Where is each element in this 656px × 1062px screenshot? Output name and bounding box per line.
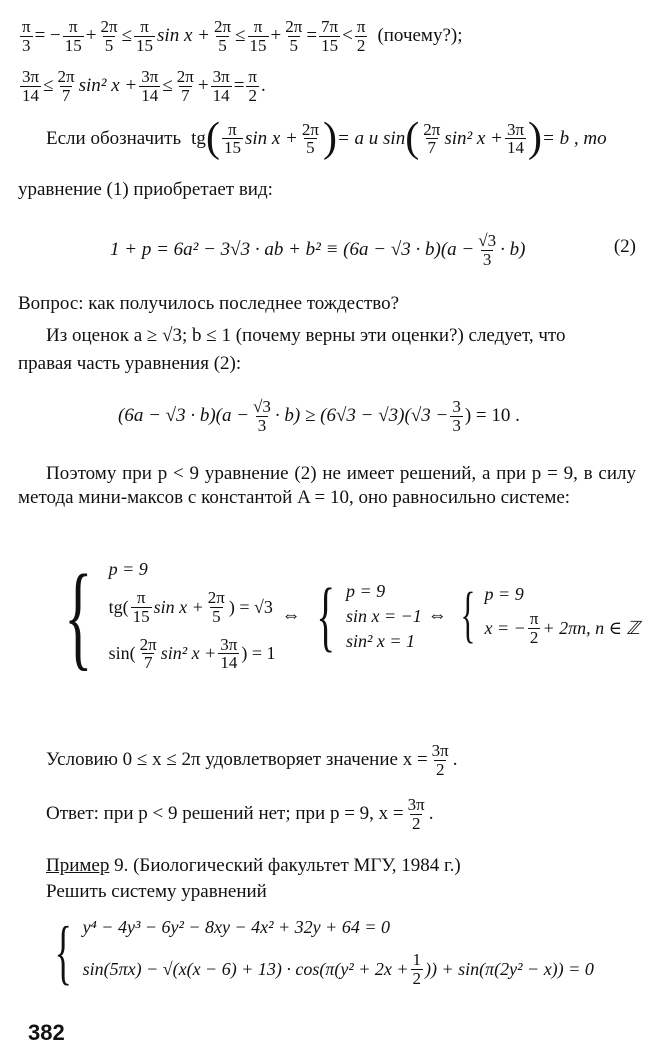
denominator: 5 <box>212 606 221 626</box>
numerator: π <box>253 17 263 36</box>
paren-close: ) <box>528 115 543 161</box>
fraction <box>212 18 233 55</box>
fraction <box>248 18 269 55</box>
system-1-col-1 <box>109 560 276 672</box>
system-2 <box>46 911 636 992</box>
expression: p = 9 <box>108 559 148 579</box>
expression: (6a − √3 · b)(a − <box>118 405 250 427</box>
fraction <box>131 589 152 626</box>
fraction <box>134 18 155 55</box>
text-line <box>18 180 636 200</box>
fraction <box>246 68 259 105</box>
expression: p = 9 <box>484 584 524 605</box>
numerator: √3 <box>253 397 271 416</box>
expression: p = 9 <box>345 580 386 601</box>
numerator: π <box>248 67 257 86</box>
expression: ) = 10 . <box>464 405 520 427</box>
denominator: 15 <box>321 35 339 55</box>
expression: sin² x + <box>78 75 138 97</box>
numerator: 3π <box>431 741 449 760</box>
fraction <box>476 232 498 269</box>
numerator: 2π <box>207 587 225 607</box>
expression: ) = 1 <box>241 643 276 664</box>
answer-line <box>46 796 636 833</box>
text: Из оценок a ≥ √3; b ≤ 1 (почему верны эти оценки?) следует, что <box>46 325 566 346</box>
numerator: 7π <box>321 17 339 36</box>
system-1-col-2 <box>346 582 422 651</box>
denominator: 15 <box>132 606 150 626</box>
tg-function: tg <box>191 127 206 149</box>
numerator: 2π <box>285 17 303 36</box>
text: правая часть уравнения (2): <box>18 353 242 374</box>
expression: sin x + <box>157 25 210 47</box>
brace-icon: { <box>54 911 72 992</box>
operator: < <box>342 25 353 47</box>
denominator: 2 <box>356 35 366 55</box>
fraction <box>99 18 120 55</box>
denominator: 7 <box>61 85 71 105</box>
equivalence-icon: ⇔ <box>427 605 447 627</box>
expression: sin² x + <box>444 127 503 149</box>
denominator: 14 <box>22 85 40 105</box>
operator: + <box>85 25 97 47</box>
fraction <box>300 121 321 158</box>
text: Решить систему уравнений <box>46 881 267 902</box>
operator: + <box>197 75 209 97</box>
numerator: 3 <box>452 397 461 416</box>
fraction <box>406 796 427 833</box>
fraction <box>218 636 239 673</box>
paren-open: ( <box>205 115 220 161</box>
expression: x = − <box>484 618 526 639</box>
denominator: 14 <box>506 138 524 158</box>
denominator: 7 <box>181 85 190 105</box>
system-1-col-3 <box>485 585 640 647</box>
numerator: π <box>22 17 31 36</box>
denominator: 7 <box>427 138 437 158</box>
denominator: 14 <box>212 85 230 105</box>
condition-line <box>46 742 636 779</box>
expression: sin( <box>108 643 136 664</box>
question-line <box>18 294 636 314</box>
brace-icon: { <box>315 571 335 659</box>
text: Вопрос: как получилось последнее тождество? <box>18 293 400 314</box>
remark: (почему?); <box>377 25 463 47</box>
example-task <box>46 882 636 902</box>
equation-2 <box>110 232 636 269</box>
page-number: 382 <box>28 1020 65 1045</box>
expression: ) = √3 <box>228 596 273 617</box>
denominator: 3 <box>257 415 267 435</box>
period: . <box>452 749 458 771</box>
expression: = b , то <box>542 127 607 149</box>
numerator: π <box>356 17 366 36</box>
denominator: 14 <box>141 85 159 105</box>
denominator: 2 <box>411 813 421 833</box>
numerator: π <box>136 587 146 607</box>
equivalence-icon: ⇔ <box>281 605 301 627</box>
fraction <box>175 68 196 105</box>
numerator: π <box>529 609 539 629</box>
paragraph: Поэтому при p < 9 уравнение (2) не имеет решений, а при p = 9, в силу метода мини-максов с константой A = 10, оно равносильно системе: <box>18 463 636 508</box>
operator: ≤ <box>235 25 246 47</box>
system-row <box>346 607 422 626</box>
system-1 <box>50 549 640 681</box>
system-row <box>109 560 276 579</box>
expression: + 2πn, n ∈ ℤ <box>542 618 640 639</box>
denominator: 15 <box>64 35 82 55</box>
equation-number: (2) <box>613 236 636 257</box>
numerator: 2π <box>301 119 319 139</box>
expression: sin x = −1 <box>345 605 422 626</box>
numerator: 2π <box>176 67 194 86</box>
system-row <box>109 589 276 626</box>
numerator: 3π <box>407 795 425 814</box>
system-row <box>346 632 422 651</box>
numerator: 3π <box>506 119 525 139</box>
denominator: 14 <box>220 653 238 673</box>
denominator: 15 <box>136 35 154 55</box>
fraction <box>251 398 273 435</box>
expression: sin x + <box>153 596 204 617</box>
text: Условию 0 ≤ x ≤ 2π удовлетворяет значение x = <box>46 749 428 771</box>
numerator: 2π <box>213 17 232 36</box>
fraction <box>20 18 33 55</box>
estimates-line-1 <box>46 326 636 346</box>
example-label: Пример <box>46 855 110 876</box>
numerator: π <box>228 119 237 139</box>
paren-open: ( <box>405 115 420 161</box>
period: . <box>428 803 434 825</box>
system-row <box>485 585 640 604</box>
fraction <box>139 68 160 105</box>
fraction <box>206 589 227 626</box>
fraction <box>56 68 77 105</box>
numerator: 2π <box>423 119 441 139</box>
numerator: 2π <box>139 634 157 654</box>
denominator: 3 <box>482 249 492 269</box>
denominator: 2 <box>529 628 539 648</box>
brace-icon: { <box>64 549 93 681</box>
denominator: 15 <box>223 138 241 158</box>
fraction <box>411 951 424 988</box>
denominator: 2 <box>248 85 257 105</box>
fraction <box>450 398 463 435</box>
operator: + <box>270 25 282 47</box>
numerator: 2π <box>100 17 118 36</box>
numerator: 3π <box>220 634 238 654</box>
fraction <box>211 68 232 105</box>
equation-3 <box>118 398 636 435</box>
numerator: π <box>68 17 78 36</box>
text: уравнение (1) приобретает вид: <box>18 179 273 200</box>
fraction <box>283 18 304 55</box>
numerator: 2π <box>57 67 75 86</box>
system-2-rows <box>83 918 594 988</box>
estimates-line-2 <box>18 354 636 374</box>
expression: sin(5πx) − √(x(x − 6) + 13) · cos(π(y² + 2x + <box>82 958 409 979</box>
text: Ответ: при p < 9 решений нет; при p = 9, x = <box>46 803 404 825</box>
fraction <box>138 636 159 673</box>
text: Если обозначить <box>46 127 182 149</box>
expression: · b) ≥ (6√3 − √3)(√3 − <box>274 405 449 427</box>
denominator: 2 <box>412 968 422 988</box>
system-row <box>83 951 594 988</box>
fraction <box>421 121 442 158</box>
denominator: 5 <box>289 35 299 55</box>
operator: = − <box>34 25 61 47</box>
numerator: 3π <box>141 67 159 86</box>
denominator: 7 <box>143 653 153 673</box>
expression: sin² x + <box>160 643 217 664</box>
system-row <box>346 582 422 601</box>
expression: tg( <box>108 596 129 617</box>
operator: = <box>233 75 245 97</box>
system-row <box>83 918 594 937</box>
fraction <box>20 68 41 105</box>
operator: ≤ <box>121 25 133 47</box>
denominator: 5 <box>306 138 315 158</box>
numerator: π <box>140 17 149 36</box>
inequality-line-2 <box>18 68 636 105</box>
fraction <box>222 121 243 158</box>
inequality-line-1 <box>18 18 636 55</box>
denominator: 3 <box>452 415 461 435</box>
substitution-line <box>46 115 636 161</box>
operator: = <box>306 25 318 47</box>
brace-icon: { <box>460 581 476 650</box>
expression: sin² x = 1 <box>345 630 416 651</box>
example-heading <box>46 856 636 876</box>
expression: = a и sin <box>336 127 406 149</box>
text: 9. (Биологический факультет МГУ, 1984 г.) <box>109 855 461 876</box>
fraction <box>505 121 526 158</box>
expression: · b) <box>500 239 526 261</box>
numerator: 3π <box>22 67 40 86</box>
denominator: 2 <box>435 759 445 779</box>
period: . <box>261 75 266 97</box>
denominator: 15 <box>249 35 267 55</box>
expression: sin x + <box>244 127 298 149</box>
paren-close: ) <box>322 115 337 161</box>
denominator: 3 <box>22 35 31 55</box>
expression: )) + sin(π(2y² − x)) = 0 <box>425 958 594 979</box>
fraction <box>63 18 84 55</box>
numerator: 3π <box>212 67 230 86</box>
denominator: 5 <box>218 35 227 55</box>
expression: 1 + p = 6a² − 3√3 · ab + b² ≡ (6a − √3 · b)(a − <box>110 239 475 261</box>
fraction <box>355 18 368 55</box>
fraction <box>430 742 451 779</box>
system-row <box>485 610 640 647</box>
expression: y⁴ − 4y³ − 6y² − 8xy − 4x² + 32y + 64 = 0 <box>82 917 390 937</box>
numerator: √3 <box>478 231 497 250</box>
operator: ≤ <box>162 75 173 97</box>
system-row <box>109 636 276 673</box>
numerator: 1 <box>412 949 422 969</box>
denominator: 5 <box>104 35 114 55</box>
fraction <box>528 610 541 647</box>
operator: ≤ <box>43 75 54 97</box>
fraction <box>319 18 340 55</box>
